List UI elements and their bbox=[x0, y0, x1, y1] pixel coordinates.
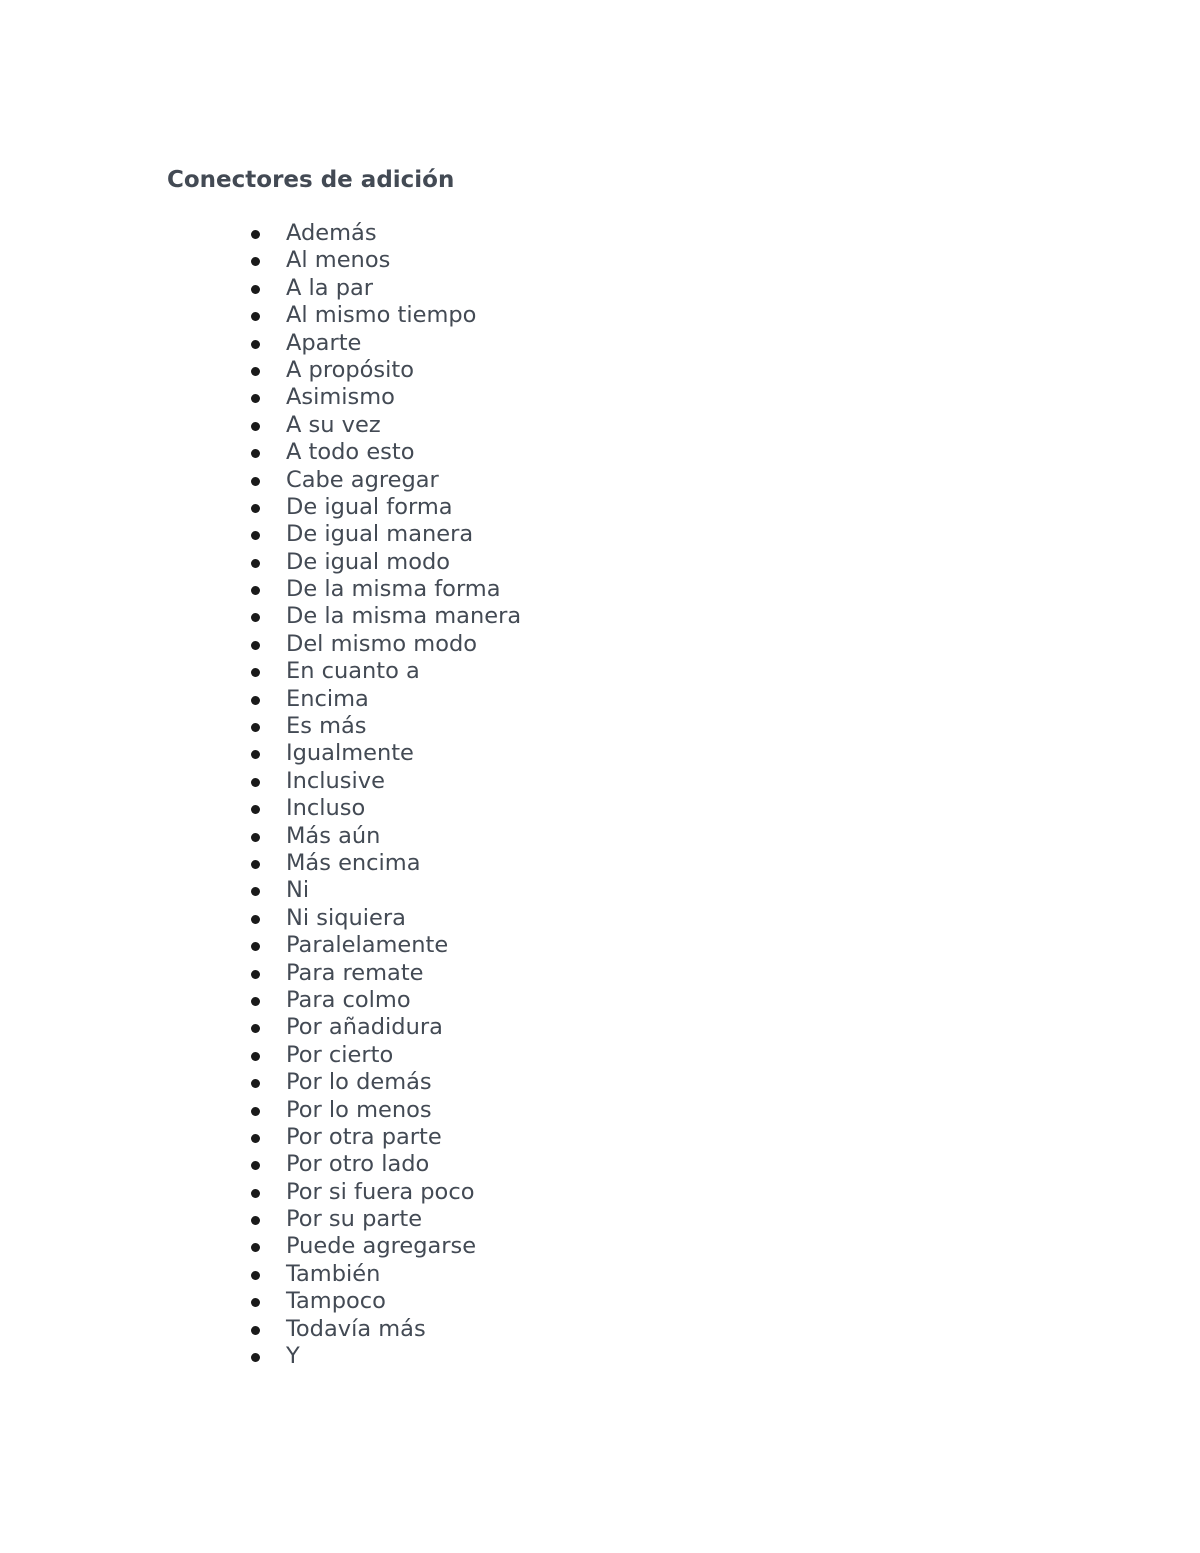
list-item bbox=[0, 247, 521, 274]
bullet-icon bbox=[251, 696, 260, 705]
list-item bbox=[0, 658, 521, 685]
list-item bbox=[0, 412, 521, 439]
list-item bbox=[0, 823, 521, 850]
bullet-icon bbox=[251, 778, 260, 787]
bullet-icon bbox=[251, 1326, 260, 1335]
bullet-icon bbox=[251, 1107, 260, 1116]
bullet-icon bbox=[251, 559, 260, 568]
list-item bbox=[0, 1233, 521, 1260]
list-item-label: Por si fuera poco bbox=[286, 1178, 475, 1205]
bullet-icon bbox=[251, 367, 260, 376]
list-item-label: De la misma forma bbox=[286, 576, 501, 603]
connector-list bbox=[0, 220, 521, 1370]
list-item bbox=[0, 1014, 521, 1041]
bullet-icon bbox=[251, 1052, 260, 1061]
list-item bbox=[0, 1124, 521, 1151]
list-item bbox=[0, 549, 521, 576]
list-item-label: Por cierto bbox=[286, 1041, 394, 1068]
list-item bbox=[0, 357, 521, 384]
list-item bbox=[0, 905, 521, 932]
list-item-label: Por otra parte bbox=[286, 1123, 442, 1150]
bullet-icon bbox=[251, 860, 260, 869]
list-item bbox=[0, 740, 521, 767]
list-item bbox=[0, 1097, 521, 1124]
list-item-label: Del mismo modo bbox=[286, 630, 478, 657]
bullet-icon bbox=[251, 997, 260, 1006]
list-item bbox=[0, 960, 521, 987]
list-item-label: Incluso bbox=[286, 795, 366, 822]
bullet-icon bbox=[251, 833, 260, 842]
list-item-label: Por su parte bbox=[286, 1206, 423, 1233]
list-item bbox=[0, 467, 521, 494]
bullet-icon bbox=[251, 477, 260, 486]
list-item-label: Asimismo bbox=[286, 384, 395, 411]
list-item-label: Ni bbox=[286, 877, 310, 904]
bullet-icon bbox=[251, 285, 260, 294]
list-item-label: Aparte bbox=[286, 329, 362, 356]
bullet-icon bbox=[251, 805, 260, 814]
list-item bbox=[0, 521, 521, 548]
bullet-icon bbox=[251, 970, 260, 979]
list-item bbox=[0, 850, 521, 877]
list-item-label: Tampoco bbox=[286, 1288, 386, 1315]
bullet-icon bbox=[251, 312, 260, 321]
list-item-label: Para remate bbox=[286, 959, 424, 986]
bullet-icon bbox=[251, 1024, 260, 1033]
list-item bbox=[0, 1316, 521, 1343]
list-item-label: Paralelamente bbox=[286, 932, 449, 959]
list-item bbox=[0, 494, 521, 521]
list-item-label: En cuanto a bbox=[286, 658, 420, 685]
bullet-icon bbox=[251, 668, 260, 677]
list-item bbox=[0, 932, 521, 959]
list-item-label: Al mismo tiempo bbox=[286, 302, 477, 329]
bullet-icon bbox=[251, 1134, 260, 1143]
list-item bbox=[0, 713, 521, 740]
list-item bbox=[0, 877, 521, 904]
list-item-label: Cabe agregar bbox=[286, 466, 439, 493]
list-item bbox=[0, 1206, 521, 1233]
list-item bbox=[0, 795, 521, 822]
list-item bbox=[0, 1288, 521, 1315]
bullet-icon bbox=[251, 586, 260, 595]
bullet-icon bbox=[251, 915, 260, 924]
list-item bbox=[0, 1261, 521, 1288]
list-item-label: Además bbox=[286, 220, 377, 246]
bullet-icon bbox=[251, 1161, 260, 1170]
list-item-label: De igual manera bbox=[286, 521, 474, 548]
bullet-icon bbox=[251, 1243, 260, 1252]
bullet-icon bbox=[251, 394, 260, 403]
list-item-label: Es más bbox=[286, 713, 367, 740]
bullet-icon bbox=[251, 887, 260, 896]
list-item-label: Igualmente bbox=[286, 740, 414, 767]
bullet-icon bbox=[251, 340, 260, 349]
list-item-label: Puede agregarse bbox=[286, 1233, 477, 1260]
list-item bbox=[0, 220, 521, 247]
list-item-label: Al menos bbox=[286, 247, 391, 274]
bullet-icon bbox=[251, 504, 260, 513]
list-item-label: A todo esto bbox=[286, 439, 415, 466]
bullet-icon bbox=[251, 942, 260, 951]
list-item-label: Y bbox=[286, 1343, 300, 1370]
list-item-label: De la misma manera bbox=[286, 603, 522, 630]
list-item-label: Para colmo bbox=[286, 986, 411, 1013]
list-item-label: A su vez bbox=[286, 411, 381, 438]
list-item-label: De igual forma bbox=[286, 493, 453, 520]
bullet-icon bbox=[251, 723, 260, 732]
list-item-label: Más encima bbox=[286, 849, 421, 876]
list-item bbox=[0, 1343, 521, 1370]
bullet-icon bbox=[251, 641, 260, 650]
bullet-icon bbox=[251, 750, 260, 759]
bullet-icon bbox=[251, 1298, 260, 1307]
bullet-icon bbox=[251, 1353, 260, 1362]
list-item-label: Más aún bbox=[286, 822, 381, 849]
list-item-label: Encima bbox=[286, 685, 369, 712]
list-item-label: Por lo menos bbox=[286, 1096, 432, 1123]
list-item bbox=[0, 330, 521, 357]
list-item bbox=[0, 631, 521, 658]
bullet-icon bbox=[251, 531, 260, 540]
list-item-label: A propósito bbox=[286, 356, 414, 383]
list-item-label: También bbox=[286, 1260, 381, 1287]
list-item bbox=[0, 686, 521, 713]
list-item bbox=[0, 1151, 521, 1178]
list-item-label: Por añadidura bbox=[286, 1014, 443, 1041]
list-item bbox=[0, 1179, 521, 1206]
list-item-label: Inclusive bbox=[286, 767, 385, 794]
list-item bbox=[0, 1069, 521, 1096]
bullet-icon bbox=[251, 1189, 260, 1198]
list-item bbox=[0, 768, 521, 795]
section-heading: Conectores de adición bbox=[167, 167, 455, 193]
bullet-icon bbox=[251, 230, 260, 239]
list-item bbox=[0, 987, 521, 1014]
bullet-icon bbox=[251, 257, 260, 266]
list-item bbox=[0, 302, 521, 329]
bullet-icon bbox=[251, 1271, 260, 1280]
list-item-label: Por otro lado bbox=[286, 1151, 430, 1178]
list-item-label: A la par bbox=[286, 274, 374, 301]
list-item-label: Por lo demás bbox=[286, 1069, 432, 1096]
list-item bbox=[0, 576, 521, 603]
bullet-icon bbox=[251, 1216, 260, 1225]
list-item-label: Ni siquiera bbox=[286, 904, 406, 931]
list-item-label: De igual modo bbox=[286, 548, 451, 575]
bullet-icon bbox=[251, 449, 260, 458]
list-item bbox=[0, 384, 521, 411]
list-item-label: Todavía más bbox=[286, 1315, 426, 1342]
bullet-icon bbox=[251, 1079, 260, 1088]
bullet-icon bbox=[251, 422, 260, 431]
list-item bbox=[0, 603, 521, 630]
list-item bbox=[0, 275, 521, 302]
list-item bbox=[0, 1042, 521, 1069]
list-item bbox=[0, 439, 521, 466]
bullet-icon bbox=[251, 613, 260, 622]
